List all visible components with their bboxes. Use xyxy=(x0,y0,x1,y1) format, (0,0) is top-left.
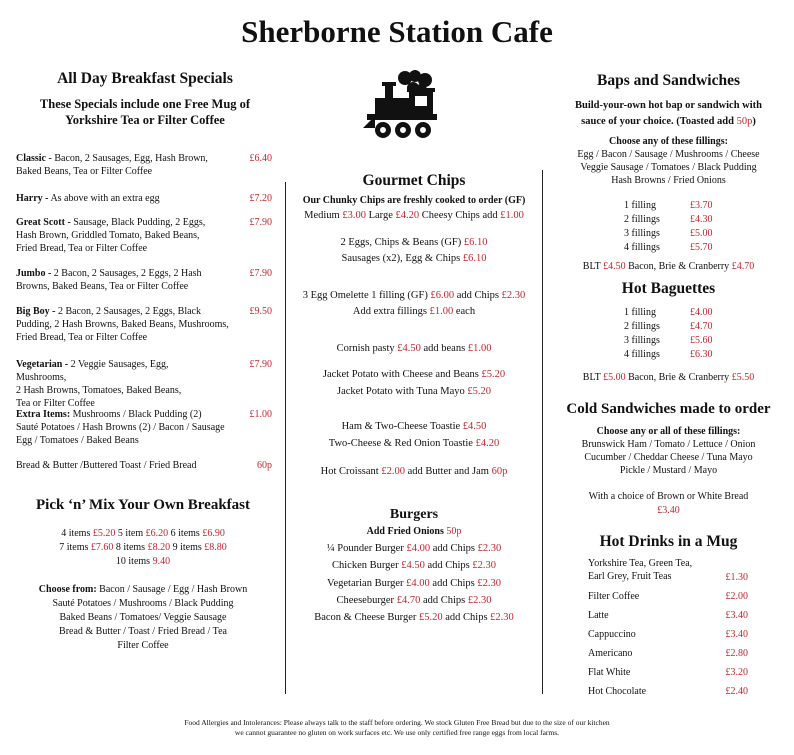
gourmet-line-text: Hot Croissant xyxy=(320,466,382,477)
item-desc-2: Sauté Potatoes / Hash Browns (2) / Bacon / Sausage xyxy=(16,422,225,433)
gourmet-line xyxy=(286,236,542,250)
choose-line-1: Bacon / Sausage / Egg / Hash Brown xyxy=(96,584,248,595)
breakfast-item xyxy=(16,305,229,344)
gourmet-line-price: £6.00 xyxy=(430,290,455,301)
cold-fillings xyxy=(543,425,794,477)
gourmet-line-price-2: 60p xyxy=(491,466,508,477)
pick-mix-price: £6.90 xyxy=(202,528,225,539)
gourmet-line xyxy=(286,252,542,266)
drink-price: £3.40 xyxy=(725,629,748,640)
drink-name: Flat White xyxy=(588,667,631,678)
burger-line xyxy=(286,542,542,556)
bbc-price: £4.70 xyxy=(731,261,755,272)
bread-label: Bread & Butter /Buttered Toast / Fried Bread xyxy=(16,460,197,471)
chips-size-label: Cheesy Chips add xyxy=(419,210,501,221)
drink-price: £3.40 xyxy=(725,610,748,621)
gourmet-line-text-2: add Butter and Jam xyxy=(404,466,492,477)
breakfast-item xyxy=(16,152,221,178)
pick-mix-count: 6 items xyxy=(168,528,203,539)
item-line-1 xyxy=(16,408,221,421)
fillings-count: 3 fillings xyxy=(624,335,660,346)
choose-line-5: Filter Coffee xyxy=(117,640,169,651)
gourmet-line-price: £5.20 xyxy=(481,369,506,380)
fillings-count: 1 filling xyxy=(624,307,656,318)
gourmet-line-text-2: each xyxy=(453,306,476,317)
item-name: Big Boy - xyxy=(16,306,56,317)
burger-add-chips: add Chips xyxy=(430,543,478,554)
drink-price: £2.40 xyxy=(725,686,748,697)
item-name: Classic - xyxy=(16,153,52,164)
fillings-price: £6.30 xyxy=(690,349,713,360)
item-line-1 xyxy=(16,358,221,384)
item-line-1 xyxy=(16,192,221,205)
burger-price: £4.70 xyxy=(396,594,421,606)
drink-price: £2.80 xyxy=(725,648,748,659)
item-desc-3: Egg / Tomatoes / Baked Beans xyxy=(16,435,139,446)
breakfast-item xyxy=(16,408,225,447)
gourmet-line-text: 3 Egg Omelette 1 filling (GF) xyxy=(302,290,431,301)
hot-drinks-title: Hot Drinks in a Mug xyxy=(599,533,738,550)
cold-sandwiches-title: Cold Sandwiches made to order xyxy=(566,401,771,417)
burgers-title: Burgers xyxy=(389,507,439,522)
fillings-count: 4 fillings xyxy=(624,349,660,360)
pick-mix-price: £8.80 xyxy=(204,542,227,553)
burger-name: Bacon & Cheese Burger xyxy=(314,612,419,624)
drink-item xyxy=(588,628,636,641)
item-desc-1: 2 Veggie Sausages, Egg, Mushrooms, xyxy=(16,359,169,383)
gourmet-line-price: £6.10 xyxy=(462,253,487,264)
cold-price: £3.40 xyxy=(657,505,680,516)
pick-mix-count: 9 items xyxy=(170,542,205,553)
cold-line-3: Pickle / Mustard / Mayo xyxy=(619,465,718,476)
breakfast-item xyxy=(16,358,221,410)
blt-label: BLT xyxy=(582,261,604,272)
fillings-price: £4.30 xyxy=(690,214,713,225)
cold-fillings-title: Choose any or all of these fillings: xyxy=(596,426,741,437)
burger-name: Cheeseburger xyxy=(336,594,397,606)
item-line-1 xyxy=(16,305,221,318)
gourmet-line-text: Ham & Two-Cheese Toastie xyxy=(341,421,463,432)
fillings-price: £5.60 xyxy=(690,335,713,346)
chips-size-price: £3.00 xyxy=(342,210,366,221)
chips-sizes xyxy=(286,209,542,223)
chips-size-label: Medium xyxy=(304,210,343,221)
choose-line-2: Sauté Potatoes / Mushrooms / Black Pudding xyxy=(52,598,234,609)
choose-from-text xyxy=(0,583,286,653)
gourmet-line-price: £4.20 xyxy=(475,438,500,449)
gourmet-line-text-2: add Chips xyxy=(454,290,502,301)
fillings-price: £4.00 xyxy=(690,307,713,318)
steam-train-icon xyxy=(361,70,439,142)
burger-line xyxy=(286,611,542,625)
gourmet-line-text: Jacket Potato with Cheese and Beans xyxy=(322,369,482,380)
item-name: Great Scott - xyxy=(16,217,71,228)
drink-price: £3.20 xyxy=(725,667,748,678)
drink-item xyxy=(588,685,646,698)
gourmet-line xyxy=(286,305,542,319)
allergy-footer xyxy=(0,718,794,738)
burger-chips-price: £2.30 xyxy=(477,543,502,554)
chips-subtitle: Our Chunky Chips are freshly cooked to order (GF) xyxy=(302,195,526,206)
burger-price: £5.20 xyxy=(418,612,443,624)
fillings-count: 1 filling xyxy=(624,200,656,211)
item-price: £9.50 xyxy=(249,306,272,317)
item-line-1 xyxy=(16,267,221,280)
footer-line-1: Food Allergies and Intolerances: Please always talk to the staff before ordering. We stock Gluten Free Bread but due to the size of our kitchen xyxy=(184,718,610,727)
item-name: Extra Items: xyxy=(16,409,71,420)
gourmet-line-text: Cornish pasty xyxy=(336,343,398,354)
item-price: £7.90 xyxy=(249,217,272,228)
item-desc-3: Fried Bread, Tea or Filter Coffee xyxy=(16,332,148,343)
gourmet-line xyxy=(286,437,542,451)
fried-onions-label: Add Fried Onions xyxy=(366,526,447,537)
burger-add-chips: add Chips xyxy=(420,594,468,606)
item-name: Jumbo - xyxy=(16,268,52,279)
choose-line-4: Bread & Butter / Toast / Fried Bread / Tea xyxy=(59,626,227,637)
bread-item xyxy=(16,459,196,472)
fillings-count: 3 fillings xyxy=(624,228,660,239)
gourmet-line xyxy=(286,289,542,303)
pick-mix-count: 7 items xyxy=(59,542,91,553)
baps-sub-line-2: sauce of your choice. (Toasted add xyxy=(581,116,737,127)
pick-mix-row xyxy=(0,541,286,555)
cold-bread xyxy=(543,490,794,518)
burger-line xyxy=(286,594,542,608)
baps-subtitle xyxy=(543,98,794,130)
fillings-price: £5.70 xyxy=(690,242,713,253)
burger-name: Vegetarian Burger xyxy=(327,577,407,589)
pick-mix-count: 10 items xyxy=(115,556,153,567)
gourmet-line-price-2: £1.00 xyxy=(467,343,492,354)
item-desc-1: As above with an extra egg xyxy=(48,193,160,204)
fillings-line-1: Egg / Bacon / Sausage / Mushrooms / Cheese xyxy=(577,149,760,160)
blt-label: BLT xyxy=(582,372,604,383)
fillings-price: £3.70 xyxy=(690,200,713,211)
fillings-line-3: Hash Browns / Fried Onions xyxy=(611,175,726,186)
gourmet-line-price: £1.00 xyxy=(429,306,454,317)
pick-mix-row xyxy=(0,555,286,569)
drink-name: Americano xyxy=(588,648,633,659)
item-price: £7.90 xyxy=(249,359,272,370)
fillings-count: 2 fillings xyxy=(624,321,660,332)
drink-name-2: Earl Grey, Fruit Teas xyxy=(588,571,672,582)
chips-size-price: £1.00 xyxy=(500,210,524,221)
fillings-price: £4.70 xyxy=(690,321,713,332)
fillings-price: £5.00 xyxy=(690,228,713,239)
gourmet-line xyxy=(286,342,542,356)
item-price: £7.90 xyxy=(249,268,272,279)
baps-title: Baps and Sandwiches xyxy=(596,72,740,89)
item-desc-1: Mushrooms / Black Pudding (2) xyxy=(70,409,202,420)
gourmet-line xyxy=(286,368,542,382)
baps-sub-end: ) xyxy=(752,116,756,127)
drink-price: £2.00 xyxy=(725,591,748,602)
pick-mix-price: £6.20 xyxy=(145,528,169,539)
drink-item xyxy=(588,609,609,622)
item-desc-2: Baked Beans, Tea or Filter Coffee xyxy=(16,166,153,177)
burger-line xyxy=(286,577,542,591)
cold-line-1: Brunswick Ham / Tomato / Lettuce / Onion xyxy=(581,439,756,450)
item-desc-1: 2 Bacon, 2 Sausages, 2 Eggs, 2 Hash xyxy=(51,268,202,279)
gourmet-chips-title: Gourmet Chips xyxy=(362,172,466,189)
choose-label: Choose from: xyxy=(38,584,97,595)
item-price: £1.00 xyxy=(249,409,272,420)
footer-line-2: we cannot guarantee no gluten on work surfaces etc. We use only certified free range eggs from local farms. xyxy=(234,728,560,737)
breakfast-item xyxy=(16,216,221,255)
blt-baps xyxy=(543,260,794,274)
pick-mix-count: 4 items xyxy=(61,528,93,539)
item-desc-2: Pudding, 2 Hash Browns, Baked Beans, Mushrooms, xyxy=(16,319,229,330)
burger-chips-price: £2.30 xyxy=(490,612,514,624)
pick-mix-price: 9.40 xyxy=(152,556,171,567)
toasted-price: 50p xyxy=(736,116,753,127)
item-line-1 xyxy=(16,216,221,229)
pick-mix-price: £8.20 xyxy=(147,542,171,553)
blt-price: £4.50 xyxy=(603,261,626,272)
burger-price: £4.50 xyxy=(401,560,425,572)
drink-name: Cappuccino xyxy=(588,629,636,640)
burger-line xyxy=(286,559,542,573)
pick-mix-price: £7.60 xyxy=(90,542,114,553)
item-desc-3: Fried Bread, Tea or Filter Coffee xyxy=(16,243,148,254)
bbc-label: Bacon, Brie & Cranberry xyxy=(625,372,732,383)
breakfast-specials-title: All Day Breakfast Specials xyxy=(57,70,233,87)
gourmet-line-price: £2.00 xyxy=(381,466,405,477)
cold-bread-text: With a choice of Brown or White Bread xyxy=(588,491,749,502)
gourmet-line-text: Two-Cheese & Red Onion Toastie xyxy=(328,438,476,449)
page-title: Sherborne Station Cafe xyxy=(241,14,553,49)
drink-name: Latte xyxy=(588,610,609,621)
gourmet-line-text: 2 Eggs, Chips & Beans (GF) xyxy=(340,237,464,248)
pick-mix-row xyxy=(0,527,286,541)
burger-add-chips: add Chips xyxy=(442,612,491,624)
burger-add-chips: add Chips xyxy=(429,577,478,589)
gourmet-line-price: £5.20 xyxy=(467,386,491,397)
gourmet-line-text: Sausages (x2), Egg & Chips xyxy=(341,253,463,264)
blt-price: £5.00 xyxy=(603,372,626,383)
drink-name: Filter Coffee xyxy=(588,591,640,602)
fillings-count: 4 fillings xyxy=(624,242,660,253)
drink-item xyxy=(588,590,639,603)
gourmet-line-text: Jacket Potato with Tuna Mayo xyxy=(337,386,468,397)
gourmet-line xyxy=(286,465,542,479)
pick-mix-title: Pick ‘n’ Mix Your Own Breakfast xyxy=(35,497,251,513)
burger-name: ¼ Pounder Burger xyxy=(326,543,407,554)
burgers-subtitle xyxy=(286,525,542,539)
choose-line-3: Baked Beans / Tomatoes/ Veggie Sausage xyxy=(59,612,227,623)
breakfast-subtitle-1: These Specials include one Free Mug of xyxy=(39,97,251,111)
burger-chips-price: £2.30 xyxy=(477,577,501,589)
gourmet-line xyxy=(286,385,542,399)
item-desc-1: Sausage, Black Pudding, 2 Eggs, xyxy=(70,217,206,228)
drink-price: £1.30 xyxy=(725,572,748,583)
bbc-label: Bacon, Brie & Cranberry xyxy=(625,261,732,272)
baps-fillings xyxy=(543,135,794,187)
item-desc-1: Bacon, 2 Sausages, Egg, Hash Brown, xyxy=(51,153,208,164)
fillings-count: 2 fillings xyxy=(624,214,660,225)
gourmet-line-price-2: £2.30 xyxy=(501,290,526,301)
burger-chips-price: £2.30 xyxy=(467,594,492,606)
baguettes-title: Hot Baguettes xyxy=(621,280,716,297)
gourmet-line-price: £4.50 xyxy=(462,421,487,432)
pick-mix-price: £5.20 xyxy=(92,528,116,539)
item-desc-1: 2 Bacon, 2 Sausages, 2 Eggs, Black xyxy=(55,306,201,317)
gourmet-line-price: £4.50 xyxy=(397,343,421,354)
item-line-1 xyxy=(16,152,221,165)
item-name: Vegetarian - xyxy=(16,359,69,370)
item-price: £7.20 xyxy=(249,193,272,204)
drink-item xyxy=(588,666,630,679)
item-desc-2: Browns, Baked Beans, Tea or Filter Coffee xyxy=(16,281,189,292)
gourmet-line-text: Add extra fillings xyxy=(352,306,430,317)
pick-mix-count: 5 item xyxy=(115,528,146,539)
gourmet-line-text-2: add beans xyxy=(420,343,468,354)
item-desc-3: Tea or Filter Coffee xyxy=(16,398,95,409)
burger-name: Chicken Burger xyxy=(331,560,402,572)
item-name: Harry - xyxy=(16,193,49,204)
cold-line-2: Cucumber / Cheddar Cheese / Tuna Mayo xyxy=(584,452,753,463)
item-desc-2: 2 Hash Browns, Tomatoes, Baked Beans, xyxy=(16,385,182,396)
gourmet-line xyxy=(286,420,542,434)
breakfast-item xyxy=(16,192,221,205)
chips-size-label: Large xyxy=(365,210,396,221)
chips-size-price: £4.20 xyxy=(395,210,420,221)
item-desc-2: Hash Brown, Griddled Tomato, Baked Beans, xyxy=(16,230,200,241)
drink-name: Hot Chocolate xyxy=(588,686,647,697)
blt-baguettes xyxy=(543,371,794,385)
gourmet-line-price: £6.10 xyxy=(463,237,488,248)
pick-mix-count: 8 items xyxy=(113,542,148,553)
breakfast-subtitle-2: Yorkshire Tea or Filter Coffee xyxy=(65,113,225,127)
burger-chips-price: £2.30 xyxy=(472,560,496,572)
fried-onions-price: 50p xyxy=(446,526,462,537)
baps-sub-line-1: Build-your-own hot bap or sandwich with xyxy=(574,100,762,111)
burger-price: £4.00 xyxy=(406,577,430,589)
burger-add-chips: add Chips xyxy=(424,560,473,572)
bread-price: 60p xyxy=(257,460,272,471)
drink-item xyxy=(588,647,632,660)
drink-name: Yorkshire Tea, Green Tea, xyxy=(588,558,693,569)
burger-price: £4.00 xyxy=(406,543,431,554)
breakfast-item xyxy=(16,267,221,293)
fillings-title: Choose any of these fillings: xyxy=(609,136,728,147)
drink-item xyxy=(588,557,692,583)
fillings-line-2: Veggie Sausage / Tomatoes / Black Pudding xyxy=(580,162,757,173)
item-price: £6.40 xyxy=(249,153,272,164)
bbc-price: £5.50 xyxy=(731,372,755,383)
